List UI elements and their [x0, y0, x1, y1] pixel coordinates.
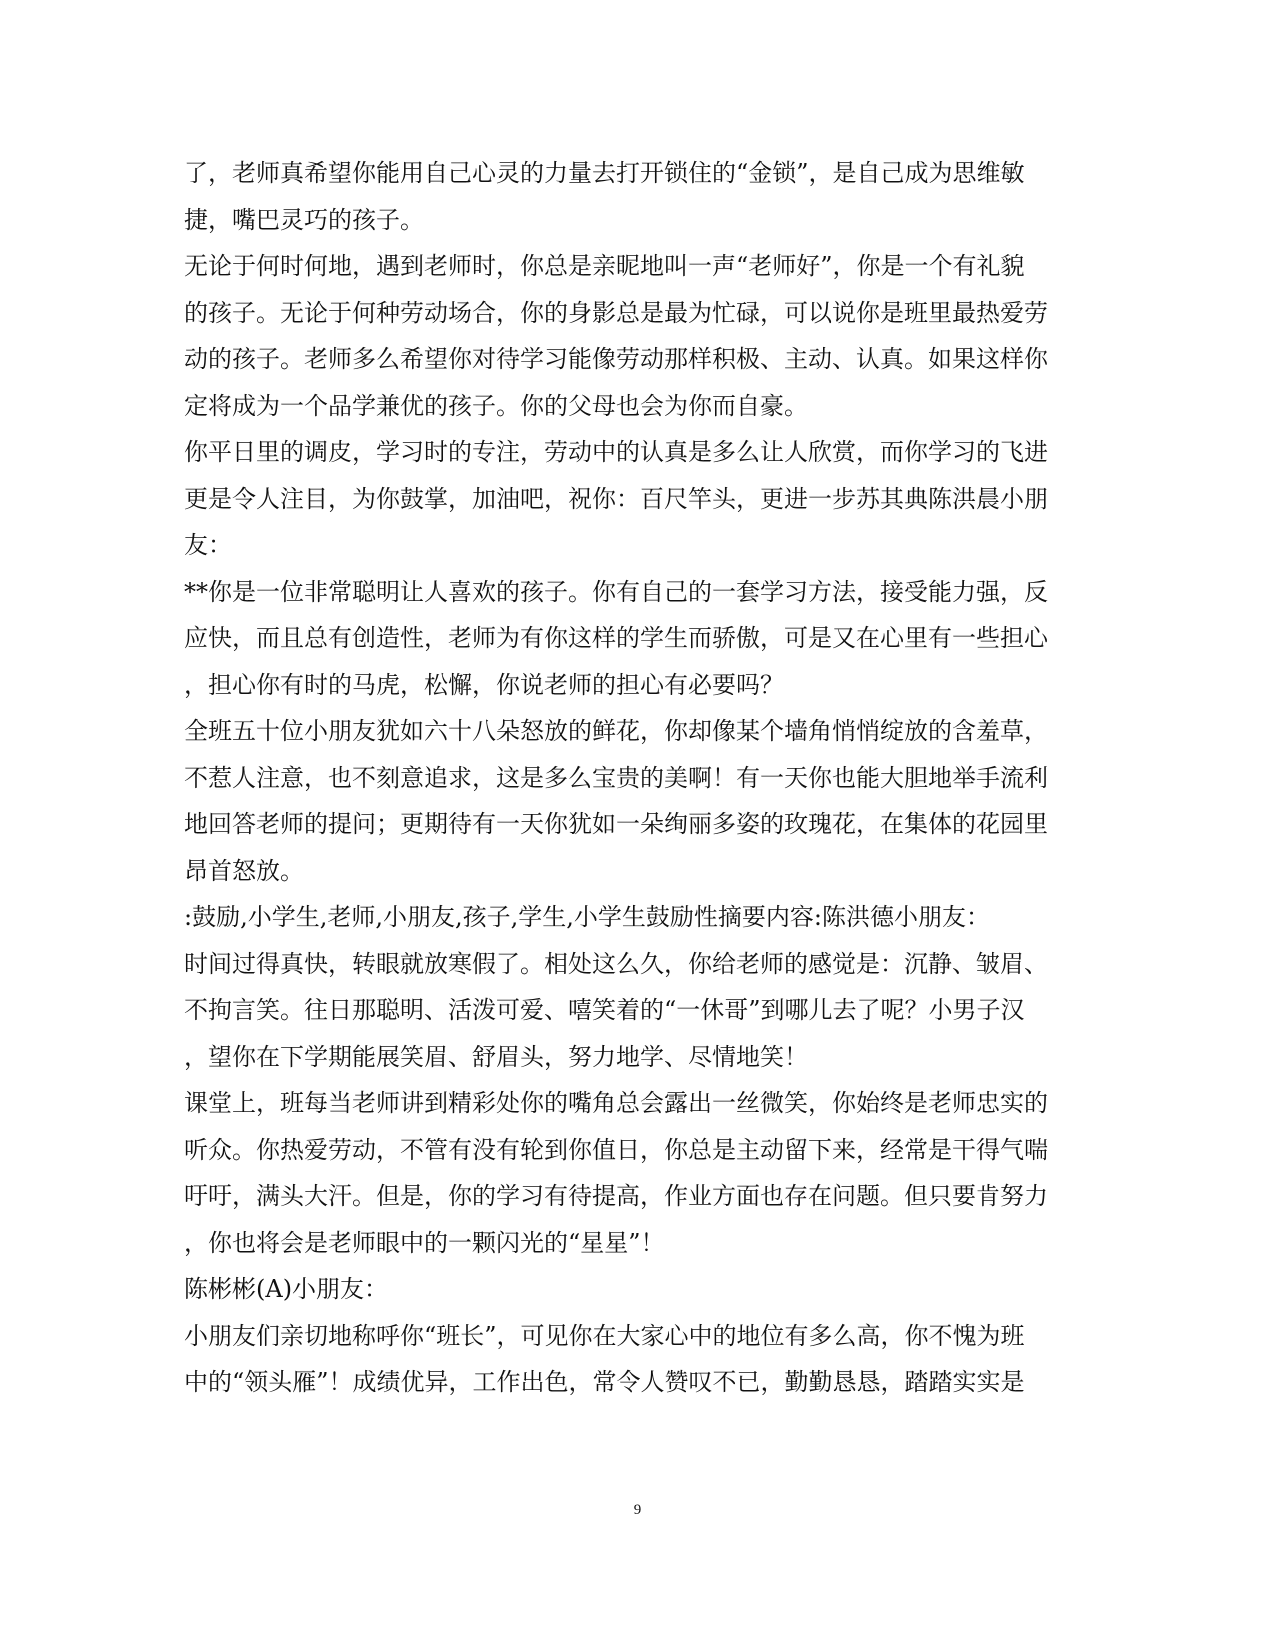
page-number: 9 [633, 1502, 642, 1518]
text-line: 昂首怒放。 [184, 856, 304, 885]
text-line: 不惹人注意，也不刻意追求，这是多么宝贵的美啊！有一天你也能大胆地举手流利 [184, 763, 1048, 792]
body-text [184, 150, 1094, 1406]
text-line: 听众。你热爱劳动，不管有没有轮到你值日，你总是主动留下来，经常是干得气喘 [184, 1135, 1048, 1164]
text-line: 定将成为一个品学兼优的孩子。你的父母也会为你而自豪。 [184, 391, 808, 420]
text-line: 全班五十位小朋友犹如六十八朵怒放的鲜花，你却像某个墙角悄悄绽放的含羞草， [184, 717, 1048, 745]
text-line: 你平日里的调皮，学习时的专注，劳动中的认真是多么让人欣赏，而你学习的飞进 [184, 438, 1048, 466]
text-line: 了，老师真希望你能用自己心灵的力量去打开锁住的“金锁”，是自己成为思维敏 [184, 159, 1025, 187]
text-line: 无论于何时何地，遇到老师时，你总是亲昵地叫一声“老师好”，你是一个有礼貌 [184, 252, 1025, 280]
text-line: 时间过得真快，转眼就放寒假了。相处这么久，你给老师的感觉是：沉静、皱眉、 [184, 949, 1048, 978]
text-line: 中的“领头雁”！成绩优异，工作出色，常令人赞叹不已，勤勤恳恳，踏踏实实是 [184, 1368, 1025, 1396]
text-line: 友： [184, 531, 232, 559]
text-line: 小朋友们亲切地称呼你“班长”，可见你在大家心中的地位有多么高，你不愧为班 [184, 1321, 1025, 1350]
text-line: 捷，嘴巴灵巧的孩子。 [184, 205, 424, 234]
text-line: 应快，而且总有创造性，老师为有你这样的学生而骄傲，可是又在心里有一些担心 [184, 624, 1048, 652]
text-line: 陈彬彬(A)小朋友： [184, 1275, 389, 1303]
text-line: **你是一位非常聪明让人喜欢的孩子。你有自己的一套学习方法，接受能力强，反 [184, 577, 1048, 606]
text-line: 不拘言笑。往日那聪明、活泼可爱、嘻笑着的“一休哥”到哪儿去了呢？小男子汉 [184, 996, 1025, 1024]
text-line: 的孩子。无论于何种劳动场合，你的身影总是最为忙碌，可以说你是班里最热爱劳 [184, 298, 1048, 327]
text-line: 动的孩子。老师多么希望你对待学习能像劳动那样积极、主动、认真。如果这样你 [184, 345, 1048, 373]
text-line: ，望你在下学期能展笑眉、舒眉头，努力地学、尽情地笑！ [184, 1042, 808, 1071]
text-line: 更是令人注目，为你鼓掌，加油吧，祝你：百尺竿头，更进一步苏其典陈洪晨小朋 [184, 484, 1048, 513]
text-line: :鼓励,小学生,老师,小朋友,孩子,学生,小学生鼓励性摘要内容:陈洪德小朋友： [184, 903, 990, 931]
text-line: 吁吁，满头大汗。但是，你的学习有待提高，作业方面也存在问题。但只要肯努力 [184, 1182, 1048, 1210]
text-line: ，担心你有时的马虎，松懈，你说老师的担心有必要吗？ [184, 670, 784, 699]
text-line: 地回答老师的提问；更期待有一天你犹如一朵绚丽多姿的玫瑰花，在集体的花园里 [184, 810, 1048, 838]
text-line: 课堂上，班每当老师讲到精彩处你的嘴角总会露出一丝微笑，你始终是老师忠实的 [184, 1089, 1048, 1117]
text-line: ，你也将会是老师眼中的一颗闪光的“星星”！ [184, 1228, 665, 1257]
